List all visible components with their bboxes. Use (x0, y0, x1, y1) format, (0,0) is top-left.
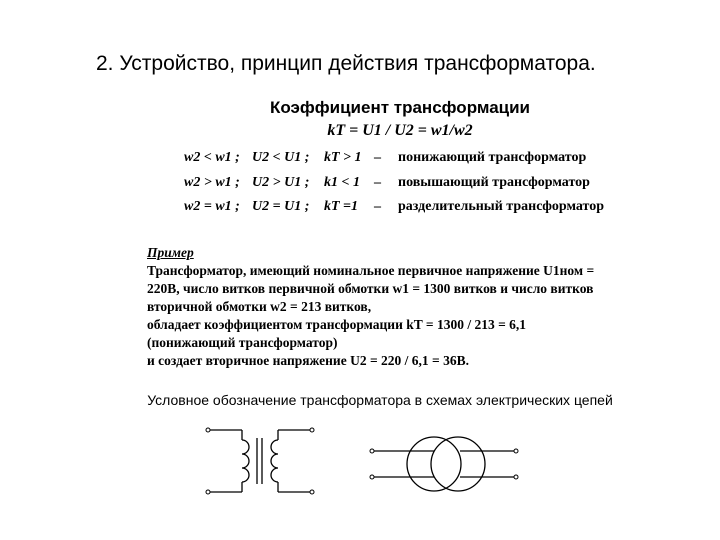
ratio-condition: k1 < 1 (324, 175, 360, 190)
dash: – (374, 175, 381, 190)
example-line: 220В, число витков первичной обмотки w1 = 1300 витков и число витков (147, 281, 594, 296)
ratio-condition: kT > 1 (324, 150, 362, 165)
voltage-condition: U2 = U1 ; (252, 199, 310, 214)
winding-condition: w2 > w1 ; (184, 175, 240, 190)
slide-title: 2. Устройство, принцип действия трансформатора. (96, 52, 596, 75)
ratio-formula: kT = U1 / U2 = w1/w2 (327, 122, 473, 139)
transformer-coil-symbol (200, 420, 325, 500)
example-line: (понижающий трансформатор) (147, 335, 338, 350)
section-heading: Коэффициент трансформации (269, 98, 531, 117)
transformer-type: понижающий трансформатор (398, 150, 587, 165)
example-line: вторичной обмотки w2 = 213 витков, (147, 299, 372, 314)
symbol-caption: Условное обозначение трансформатора в схемах электрических цепей (147, 392, 613, 408)
example-title: Пример (147, 245, 194, 260)
example-block (147, 244, 647, 370)
dash: – (374, 150, 381, 165)
example-line: и создает вторичное напряжение U2 = 220 / 6,1 = 36В. (147, 353, 469, 368)
transformer-type: повышающий трансформатор (398, 175, 590, 190)
dash: – (374, 199, 381, 214)
transformer-type: разделительный трансформатор (398, 199, 605, 214)
example-line: Трансформатор, имеющий номинальное первичное напряжение U1ном = (147, 263, 595, 278)
voltage-condition: U2 < U1 ; (252, 150, 310, 165)
example-line: обладает коэффициентом трансформации kT = 1300 / 213 = 6,1 (147, 317, 527, 332)
winding-condition: w2 < w1 ; (184, 150, 240, 165)
ratio-condition: kT =1 (324, 199, 359, 214)
transformer-circle-symbol (368, 425, 523, 505)
voltage-condition: U2 > U1 ; (252, 175, 310, 190)
winding-condition: w2 = w1 ; (184, 199, 240, 214)
